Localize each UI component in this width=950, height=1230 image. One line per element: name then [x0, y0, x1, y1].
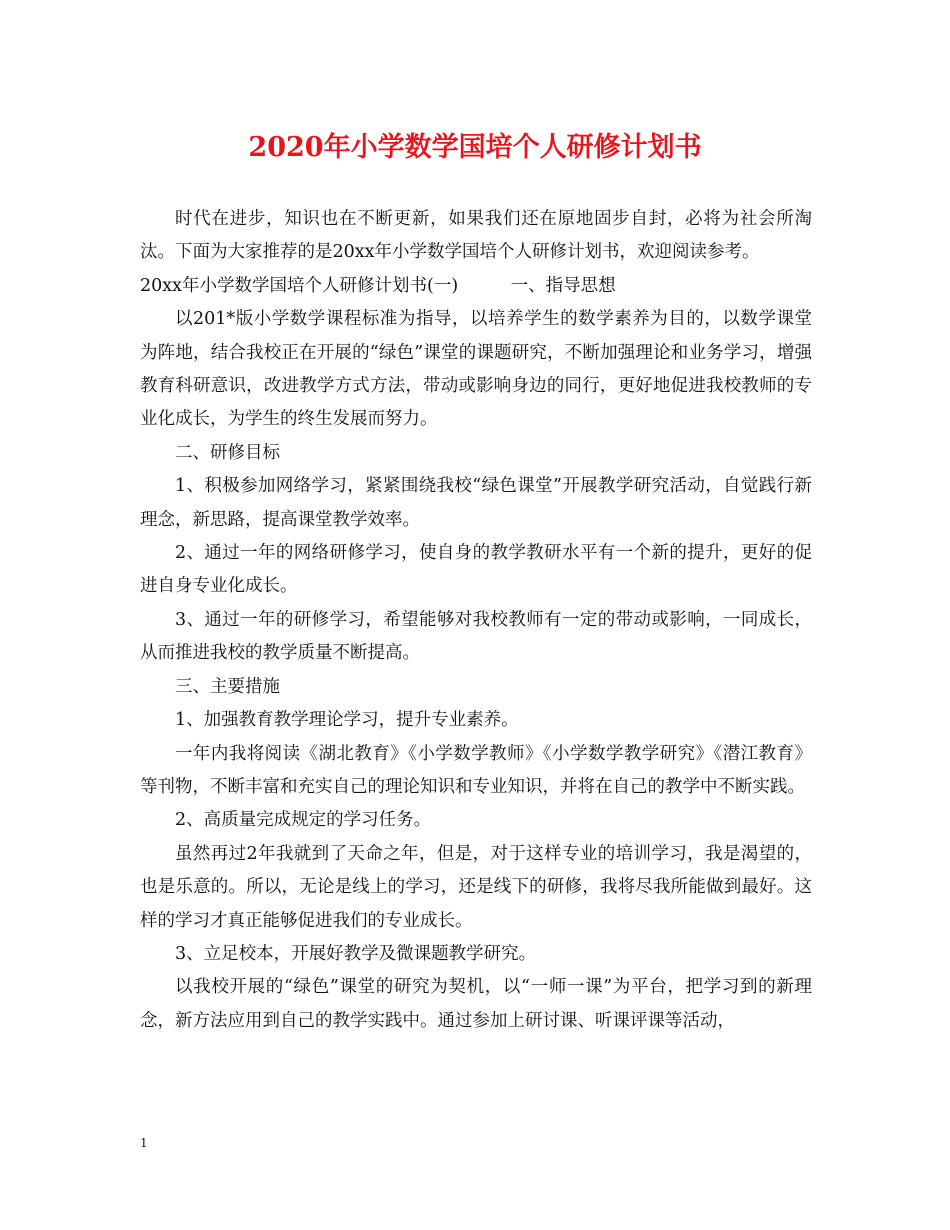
paragraph-measure-1-title: 1、加强教育教学理论学习，提升专业素养。	[175, 710, 519, 731]
paragraph-goal-3: 3、通过一年的研修学习，希望能够对我校教师有一定的带动或影响，一同成长，从而推进我校的教学质量不断提高。	[140, 609, 812, 664]
paragraph-measure-3-title: 3、立足校本，开展好教学及微课题教学研究。	[175, 943, 537, 964]
document-title: 2020年小学数学国培个人研修计划书	[248, 132, 702, 163]
paragraph-goal-2: 2、通过一年的网络研修学习，使自身的教学教研水平有一个新的提升，更好的促进自身专业化成长。	[140, 543, 812, 597]
paragraph-intro: 时代在进步，知识也在不断更新，如果我们还在原地固步自封，必将为社会所淘汰。下面为大家推荐的是20xx年小学数学国培个人研修计划书，欢迎阅读参考。	[140, 209, 812, 263]
page-number: 1	[140, 1136, 148, 1150]
heading-main-measures: 三、主要措施	[175, 676, 280, 697]
paragraph-measure-2-detail: 虽然再过2年我就到了天命之年，但是，对于这样专业的培训学习，我是渴望的，也是乐意的。所以，无论是线上的学习，还是线下的研修，我将尽我所能做到最好。这样的学习才真正能够促进我们的专业成长。	[140, 843, 812, 931]
heading-research-goals: 二、研修目标	[175, 442, 280, 463]
document-body	[140, 203, 812, 1038]
paragraph-subtitle-guiding-thought: 20xx年小学数学国培个人研修计划书(一) 一、指导思想	[140, 275, 616, 296]
paragraph-guiding-thought: 以201*版小学数学课程标准为指导，以培养学生的数学素养为目的，以数学课堂为阵地，结合我校正在开展的“绿色”课堂的课题研究，不断加强理论和业务学习，增强教育科研意识，改进教学方式方法，带动或影响身边的同行，更好地促进我校教师的专业化成长，为学生的终生发展而努力。	[140, 309, 812, 430]
paragraph-measure-3-detail: 以我校开展的“绿色”课堂的研究为契机，以“一师一课”为平台，把学习到的新理念，新方法应用到自己的教学实践中。通过参加上研讨课、听课评课等活动，	[140, 977, 812, 1031]
paragraph-measure-2-title: 2、高质量完成规定的学习任务。	[175, 810, 432, 831]
paragraph-measure-1-detail: 一年内我将阅读《湖北教育》《小学数学教师》《小学数学教学研究》《潜江教育》等刊物，不断丰富和充实自己的理论知识和专业知识，并将在自己的教学中不断实践。	[140, 743, 812, 797]
paragraph-goal-1: 1、积极参加网络学习，紧紧围绕我校“绿色课堂”开展教学研究活动，自觉践行新理念，新思路，提高课堂教学效率。	[140, 476, 812, 530]
